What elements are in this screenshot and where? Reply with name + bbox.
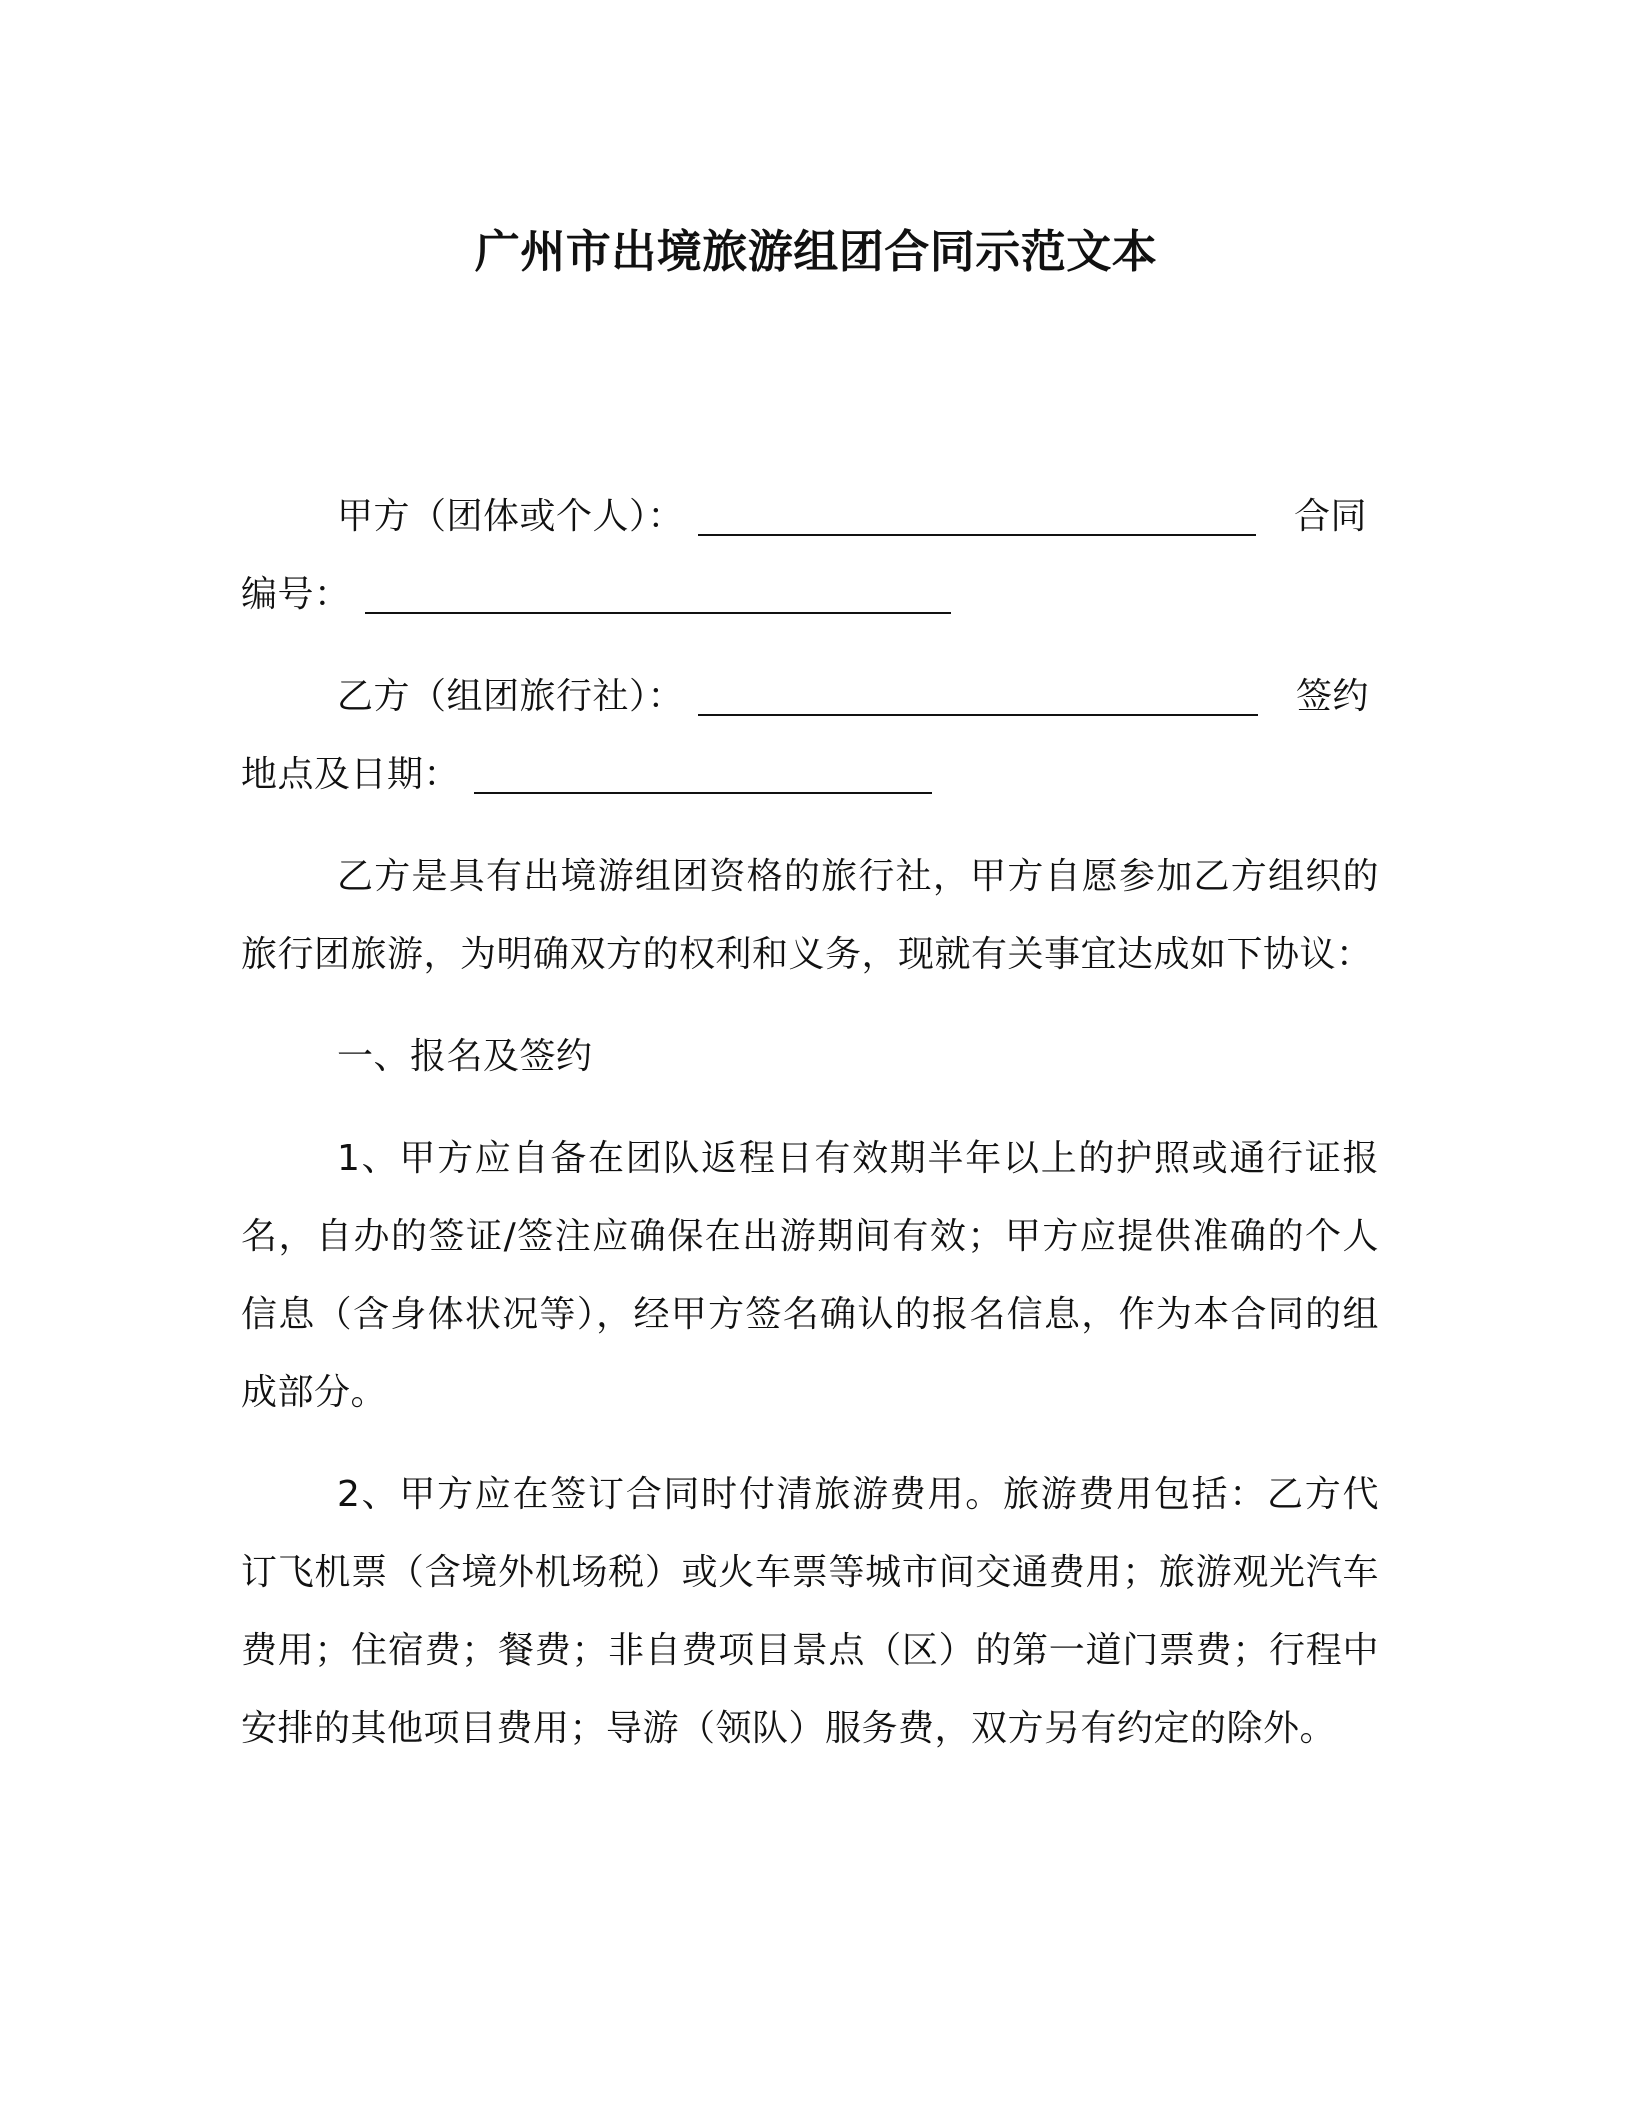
clause2-paragraph: 2、甲方应在签订合同时付清旅游费用。旅游费用包括：乙方代订飞机票（含境外机场税）或火车票等城市间交通费用；旅游观光汽车费用；住宿费；餐费；非自费项目景点（区）的第一道门票费；行程中安排的其他项目费用；导游（领队）服务费，双方另有约定的除外。	[241, 1474, 1379, 1749]
party-b-blank[interactable]	[698, 690, 1258, 716]
sign-place-line	[241, 736, 1379, 814]
party-b-label: 乙方（组团旅行社）：	[337, 676, 685, 717]
contract-no-suffix: 合同	[1294, 496, 1368, 537]
clause1-paragraph: 1、甲方应自备在团队返程日有效期半年以上的护照或通行证报名，自办的签证/签注应确保在出游期间有效；甲方应提供准确的个人信息（含身体状况等），经甲方签名确认的报名信息，作为本合同的组成部分。	[241, 1138, 1379, 1413]
section1-heading: 一、报名及签约	[337, 1036, 593, 1077]
intro-paragraph: 乙方是具有出境游组团资格的旅行社，甲方自愿参加乙方组织的旅行团旅游，为明确双方的权利和义务，现就有关事宜达成如下协议：	[241, 856, 1379, 975]
contract-no-line	[241, 556, 1379, 634]
clause2-block	[241, 1456, 1379, 1768]
contract-no-label: 编号：	[241, 574, 351, 615]
party-a-blank[interactable]	[698, 510, 1256, 536]
sign-place-suffix: 签约	[1296, 676, 1370, 717]
sign-place-label: 地点及日期：	[241, 754, 461, 795]
party-b-line	[241, 658, 1379, 736]
intro-block	[241, 838, 1379, 994]
party-a-block	[241, 478, 1379, 634]
contract-no-blank[interactable]	[365, 588, 951, 614]
party-b-block	[241, 658, 1379, 814]
clause1-block	[241, 1120, 1379, 1432]
document-title: 广州市出境旅游组团合同示范文本	[474, 225, 1158, 278]
sign-place-blank[interactable]	[474, 768, 932, 794]
party-a-line	[241, 478, 1379, 556]
party-a-label: 甲方（团体或个人）：	[337, 496, 685, 537]
section1-block	[241, 1018, 1379, 1096]
